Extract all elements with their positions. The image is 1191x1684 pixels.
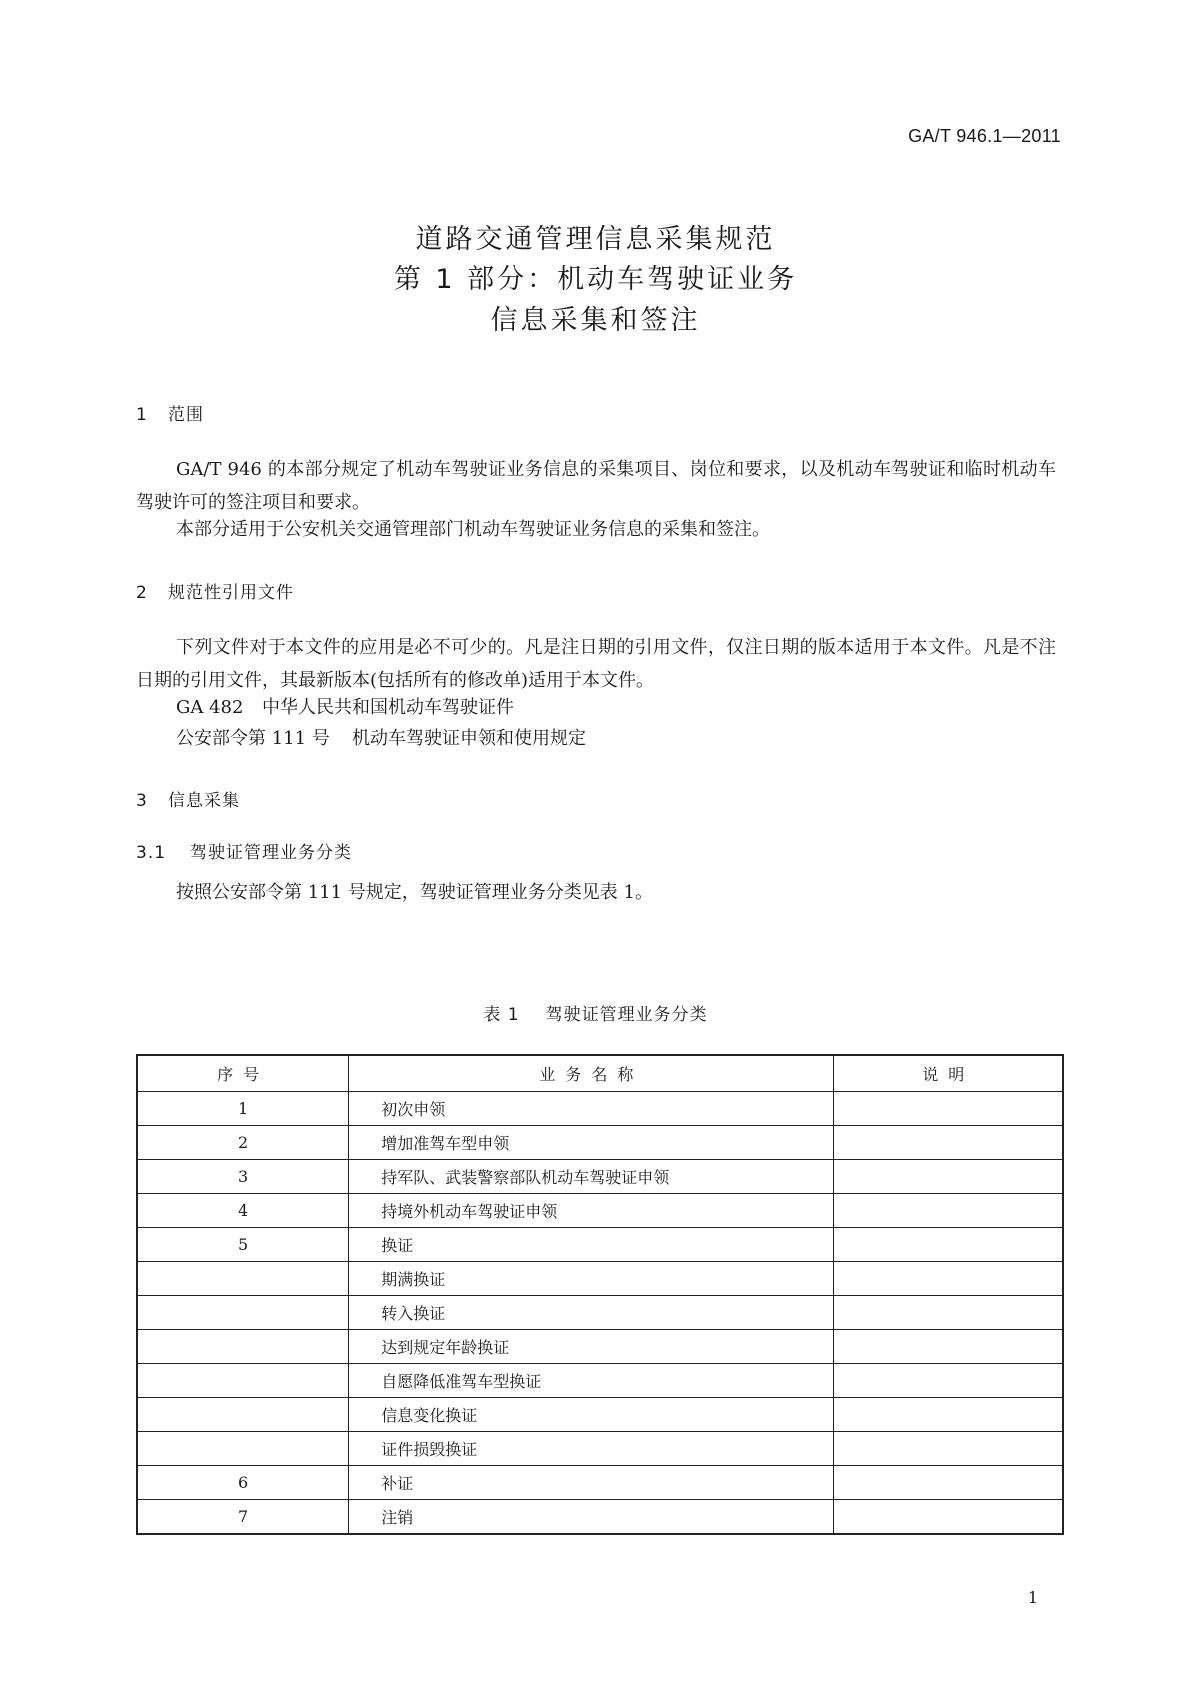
section-title: 范围 bbox=[168, 405, 204, 425]
description-cell bbox=[834, 1092, 1063, 1126]
standard-number: GA/T 946.1—2011 bbox=[908, 126, 1061, 146]
table-1-caption bbox=[0, 1000, 1191, 1025]
description-cell bbox=[834, 1500, 1063, 1535]
section-1-paragraph-2: 本部分适用于公安机关交通管理部门机动车驾驶证业务信息的采集和签注。 bbox=[176, 519, 770, 540]
business-name-cell: 信息变化换证 bbox=[349, 1398, 834, 1432]
serial-cell: 2 bbox=[137, 1126, 349, 1160]
column-header-business-name: 业务名称 bbox=[349, 1055, 834, 1092]
section-3-1-heading bbox=[136, 838, 352, 863]
table-row bbox=[137, 1500, 1063, 1535]
description-cell bbox=[834, 1364, 1063, 1398]
table-caption-number: 表 1 bbox=[483, 1005, 520, 1025]
section-number: 2 bbox=[136, 583, 148, 603]
table-caption-title: 驾驶证管理业务分类 bbox=[545, 1005, 708, 1025]
table-row bbox=[137, 1398, 1063, 1432]
business-name-cell: 持境外机动车驾驶证申领 bbox=[349, 1194, 834, 1228]
business-name-cell: 自愿降低准驾车型换证 bbox=[349, 1364, 834, 1398]
serial-cell bbox=[137, 1432, 349, 1466]
description-cell bbox=[834, 1160, 1063, 1194]
section-number: 1 bbox=[136, 405, 148, 425]
business-name-cell: 证件损毁换证 bbox=[349, 1432, 834, 1466]
serial-cell bbox=[137, 1398, 349, 1432]
table-row bbox=[137, 1330, 1063, 1364]
description-cell bbox=[834, 1126, 1063, 1160]
section-number: 3 bbox=[136, 791, 148, 811]
serial-cell: 7 bbox=[137, 1500, 349, 1535]
doc-title-line2: 第 1 部分：机动车驾驶证业务 bbox=[393, 264, 798, 295]
table-row bbox=[137, 1092, 1063, 1126]
section-title: 驾驶证管理业务分类 bbox=[190, 843, 352, 863]
business-name-cell: 期满换证 bbox=[349, 1262, 834, 1296]
section-1-paragraph-1: GA/T 946 的本部分规定了机动车驾驶证业务信息的采集项目、岗位和要求，以及机动车驾驶证和临时机动车驾驶许可的签注项目和要求。 bbox=[136, 459, 1056, 513]
section-2-paragraph-1: 下列文件对于本文件的应用是必不可少的。凡是注日期的引用文件，仅注日期的版本适用于本文件。凡是不注日期的引用文件，其最新版本(包括所有的修改单)适用于本文件。 bbox=[136, 637, 1056, 691]
description-cell bbox=[834, 1262, 1063, 1296]
serial-cell bbox=[137, 1330, 349, 1364]
description-cell bbox=[834, 1194, 1063, 1228]
serial-cell: 1 bbox=[137, 1092, 349, 1126]
business-name-cell: 增加准驾车型申领 bbox=[349, 1126, 834, 1160]
serial-cell: 4 bbox=[137, 1194, 349, 1228]
doc-title-line1: 道路交通管理信息采集规范 bbox=[415, 224, 776, 255]
business-name-cell: 补证 bbox=[349, 1466, 834, 1500]
description-cell bbox=[834, 1432, 1063, 1466]
business-name-cell: 初次申领 bbox=[349, 1092, 834, 1126]
normative-reference bbox=[176, 724, 586, 750]
column-header-serial: 序号 bbox=[137, 1055, 349, 1092]
section-number: 3.1 bbox=[136, 843, 167, 863]
table-row bbox=[137, 1228, 1063, 1262]
table-header-row bbox=[137, 1055, 1063, 1092]
business-name-cell: 持军队、武装警察部队机动车驾驶证申领 bbox=[349, 1160, 834, 1194]
section-3-heading bbox=[136, 786, 240, 811]
serial-cell bbox=[137, 1296, 349, 1330]
section-1-heading bbox=[136, 400, 204, 425]
section-title: 规范性引用文件 bbox=[168, 583, 294, 603]
reference-title: 中华人民共和国机动车驾驶证件 bbox=[262, 697, 514, 718]
business-classification-table bbox=[136, 1054, 1064, 1535]
business-name-cell: 达到规定年龄换证 bbox=[349, 1330, 834, 1364]
table-row bbox=[137, 1364, 1063, 1398]
table-row bbox=[137, 1126, 1063, 1160]
table-row bbox=[137, 1466, 1063, 1500]
normative-reference bbox=[176, 693, 514, 719]
table-row bbox=[137, 1432, 1063, 1466]
table-row bbox=[137, 1296, 1063, 1330]
section-title: 信息采集 bbox=[168, 791, 240, 811]
serial-cell: 6 bbox=[137, 1466, 349, 1500]
serial-cell: 5 bbox=[137, 1228, 349, 1262]
business-name-cell: 注销 bbox=[349, 1500, 834, 1535]
section-2-heading bbox=[136, 578, 294, 603]
table-row bbox=[137, 1194, 1063, 1228]
table-row bbox=[137, 1262, 1063, 1296]
column-header-description: 说明 bbox=[834, 1055, 1063, 1092]
serial-cell bbox=[137, 1364, 349, 1398]
reference-title: 机动车驾驶证申领和使用规定 bbox=[352, 728, 586, 749]
serial-cell: 3 bbox=[137, 1160, 349, 1194]
business-name-cell: 转入换证 bbox=[349, 1296, 834, 1330]
section-3-1-paragraph-1: 按照公安部令第 111 号规定，驾驶证管理业务分类见表 1。 bbox=[176, 882, 653, 903]
serial-cell bbox=[137, 1262, 349, 1296]
reference-code: GA 482 bbox=[176, 697, 244, 718]
reference-code: 公安部令第 111 号 bbox=[176, 728, 330, 749]
doc-title-line3: 信息采集和签注 bbox=[490, 305, 701, 336]
description-cell bbox=[834, 1466, 1063, 1500]
business-name-cell: 换证 bbox=[349, 1228, 834, 1262]
description-cell bbox=[834, 1330, 1063, 1364]
description-cell bbox=[834, 1296, 1063, 1330]
page-number: 1 bbox=[1027, 1588, 1038, 1607]
description-cell bbox=[834, 1398, 1063, 1432]
table-row bbox=[137, 1160, 1063, 1194]
description-cell bbox=[834, 1228, 1063, 1262]
